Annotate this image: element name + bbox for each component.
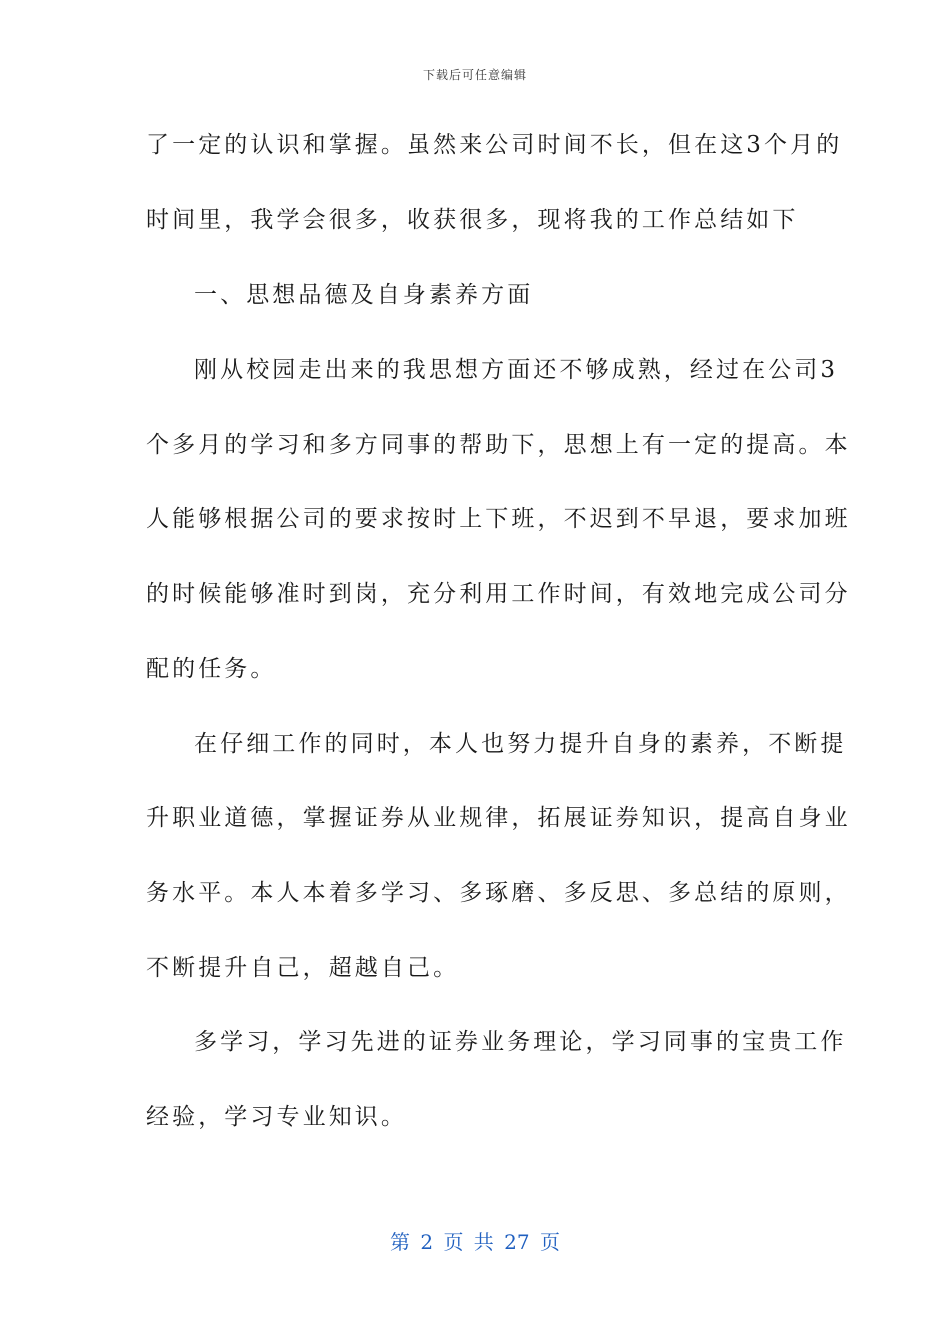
body-line: 升职业道德，掌握证券从业规律，拓展证券知识，提高自身业 <box>146 805 851 831</box>
body-line: 个多月的学习和多方同事的帮助下，思想上有一定的提高。本 <box>146 432 851 458</box>
body-line: 经验，学习专业知识。 <box>146 1104 407 1130</box>
body-line: 时间里，我学会很多，收获很多，现将我的工作总结如下 <box>146 207 799 233</box>
body-line: 了一定的认识和掌握。虽然来公司时间不长，但在这3个月的 <box>146 132 843 158</box>
section-heading: 一、思想品德及自身素养方面 <box>194 282 534 308</box>
body-line: 的时候能够准时到岗，充分利用工作时间，有效地完成公司分 <box>146 581 851 607</box>
body-line: 人能够根据公司的要求按时上下班，不迟到不早退，要求加班 <box>146 506 851 532</box>
body-line: 不断提升自己，超越自己。 <box>146 955 460 981</box>
body-line: 在仔细工作的同时，本人也努力提升自身的素养，不断提 <box>194 731 847 757</box>
body-line: 务水平。本人本着多学习、多琢磨、多反思、多总结的原则， <box>146 880 851 906</box>
page-header: 下载后可任意编辑 <box>422 68 527 82</box>
body-line: 刚从校园走出来的我思想方面还不够成熟，经过在公司3 <box>194 357 839 383</box>
page-number-footer: 第 2 页 共 27 页 <box>390 1230 560 1254</box>
body-line: 配的任务。 <box>146 656 277 682</box>
body-line: 多学习，学习先进的证券业务理论，学习同事的宝贵工作 <box>194 1029 847 1055</box>
